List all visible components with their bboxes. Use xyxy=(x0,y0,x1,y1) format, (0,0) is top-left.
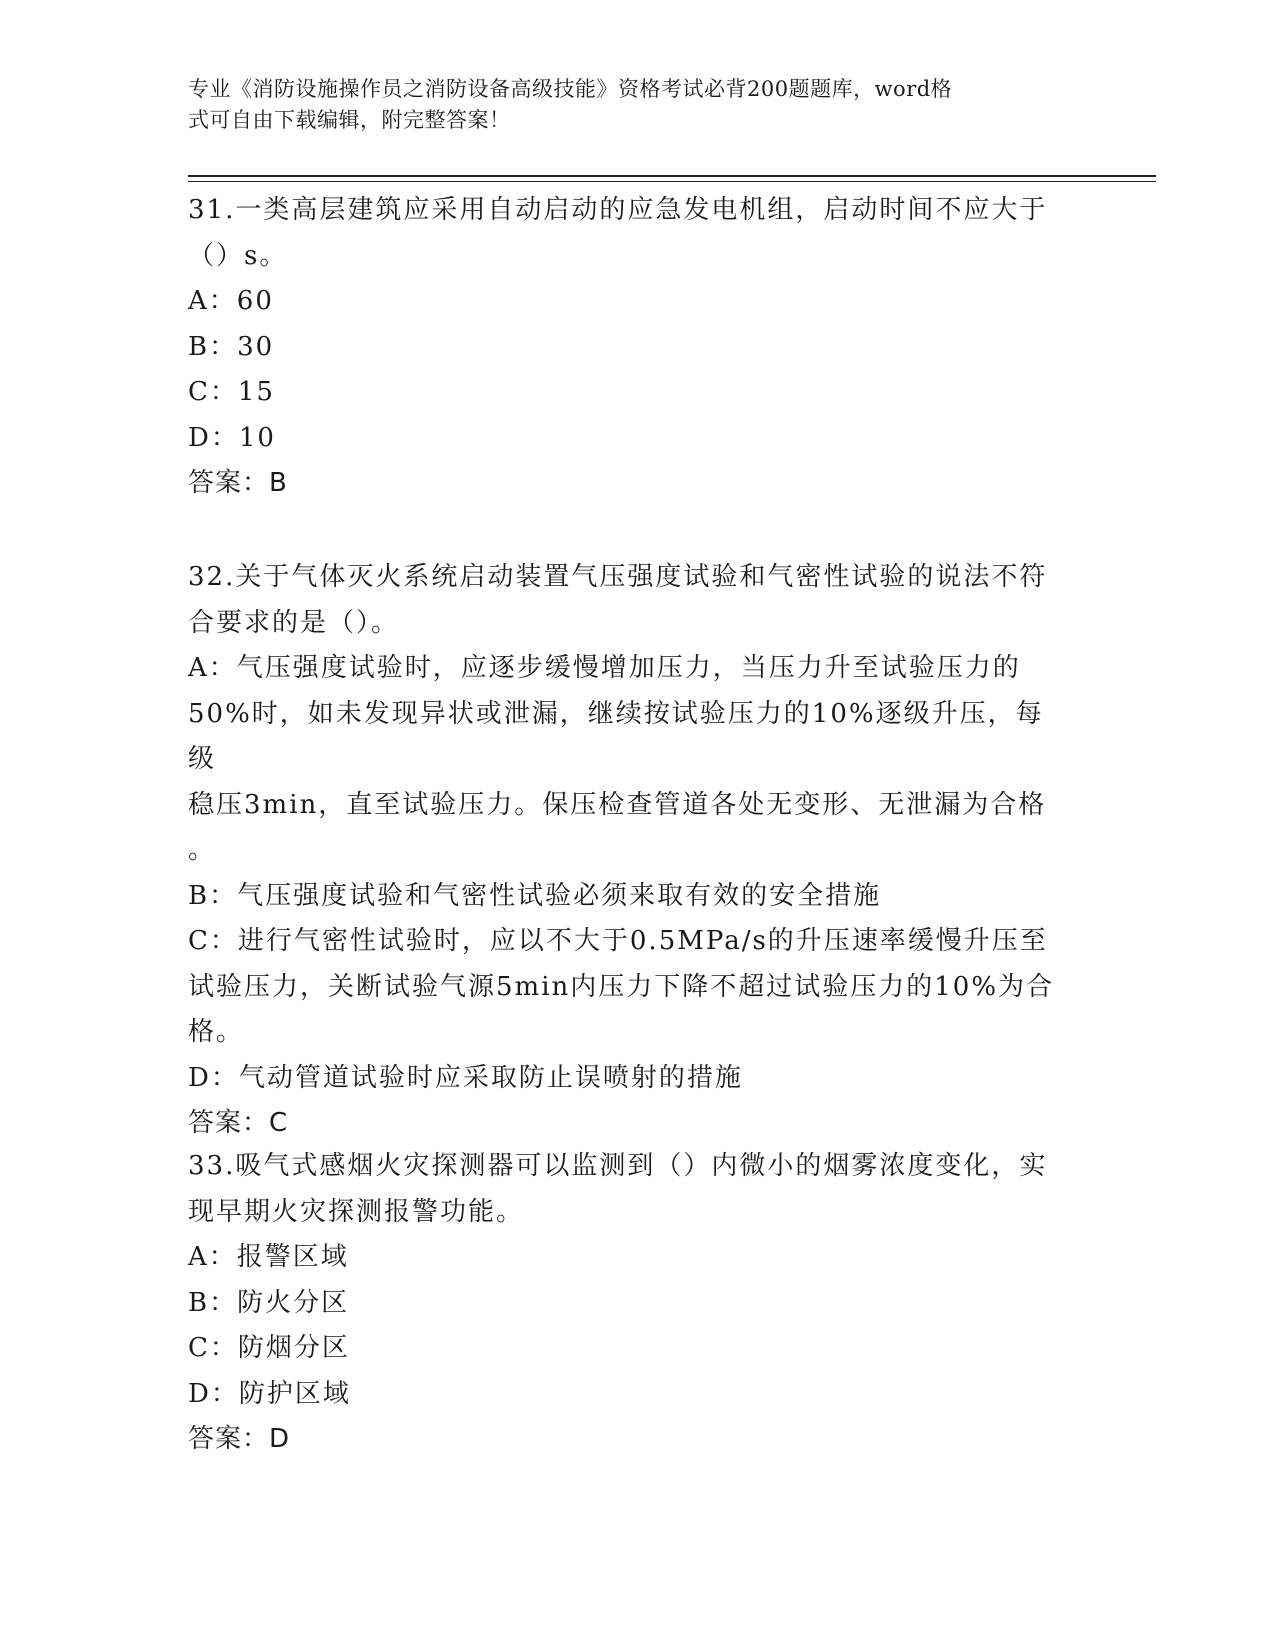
question-stem: 现早期火灾探测报警功能。 xyxy=(188,1196,525,1227)
document-header xyxy=(188,74,1068,136)
option-b: B：气压强度试验和气密性试验必须来取有效的安全措施 xyxy=(188,880,882,911)
answer-label: 答案：B xyxy=(188,468,288,498)
option-d: D：气动管道试验时应采取防止误喷射的措施 xyxy=(188,1062,743,1093)
option-a: 50%时，如未发现异状或泄漏，继续按试验压力的10%逐级升压，每级 xyxy=(188,698,1044,774)
option-b: B：30 xyxy=(188,331,275,362)
option-c: C：15 xyxy=(188,377,275,407)
answer-label: 答案：C xyxy=(188,1108,289,1138)
option-c: C：进行气密性试验时，应以不大于0.5MPa/s的升压速率缓慢升压至 xyxy=(188,926,1048,956)
header-line: 式可自由下载编辑，附完整答案！ xyxy=(188,108,511,132)
header-line: 专业《消防设施操作员之消防设备高级技能》资格考试必背200题题库，word格 xyxy=(188,77,953,101)
question-stem: 33.吸气式感烟火灾探测器可以监测到（）内微小的烟雾浓度变化，实 xyxy=(188,1151,1048,1181)
option-a: A：气压强度试验时，应逐步缓慢增加压力，当压力升至试验压力的 xyxy=(188,653,1021,683)
question-32 xyxy=(188,555,1068,1147)
option-d: D：10 xyxy=(188,422,276,453)
option-c: 试验压力，关断试验气源5min内压力下降不超过试验压力的10%为合 xyxy=(188,971,1055,1002)
question-33 xyxy=(188,1144,1068,1463)
option-c: C：防烟分区 xyxy=(188,1333,350,1363)
question-31 xyxy=(188,188,1068,507)
option-a: A：60 xyxy=(188,286,274,316)
answer-label: 答案：D xyxy=(188,1424,291,1454)
question-stem: （）s。 xyxy=(188,240,288,271)
question-stem: 合要求的是（）。 xyxy=(188,607,400,638)
option-c: 格。 xyxy=(188,1017,245,1047)
header-rule-thin xyxy=(188,181,1156,182)
question-stem: 31.一类高层建筑应采用自动启动的应急发电机组，启动时间不应大于 xyxy=(188,195,1048,225)
option-a: 。 xyxy=(188,835,217,865)
header-rule-thick xyxy=(188,175,1156,177)
option-a: A：报警区域 xyxy=(188,1242,349,1272)
question-stem: 32.关于气体灭火系统启动装置气压强度试验和气密性试验的说法不符 xyxy=(188,562,1048,592)
option-d: D：防护区域 xyxy=(188,1378,351,1409)
option-b: B：防火分区 xyxy=(188,1287,350,1318)
option-a: 稳压3min，直至试验压力。保压检查管道各处无变形、无泄漏为合格 xyxy=(188,789,1047,820)
